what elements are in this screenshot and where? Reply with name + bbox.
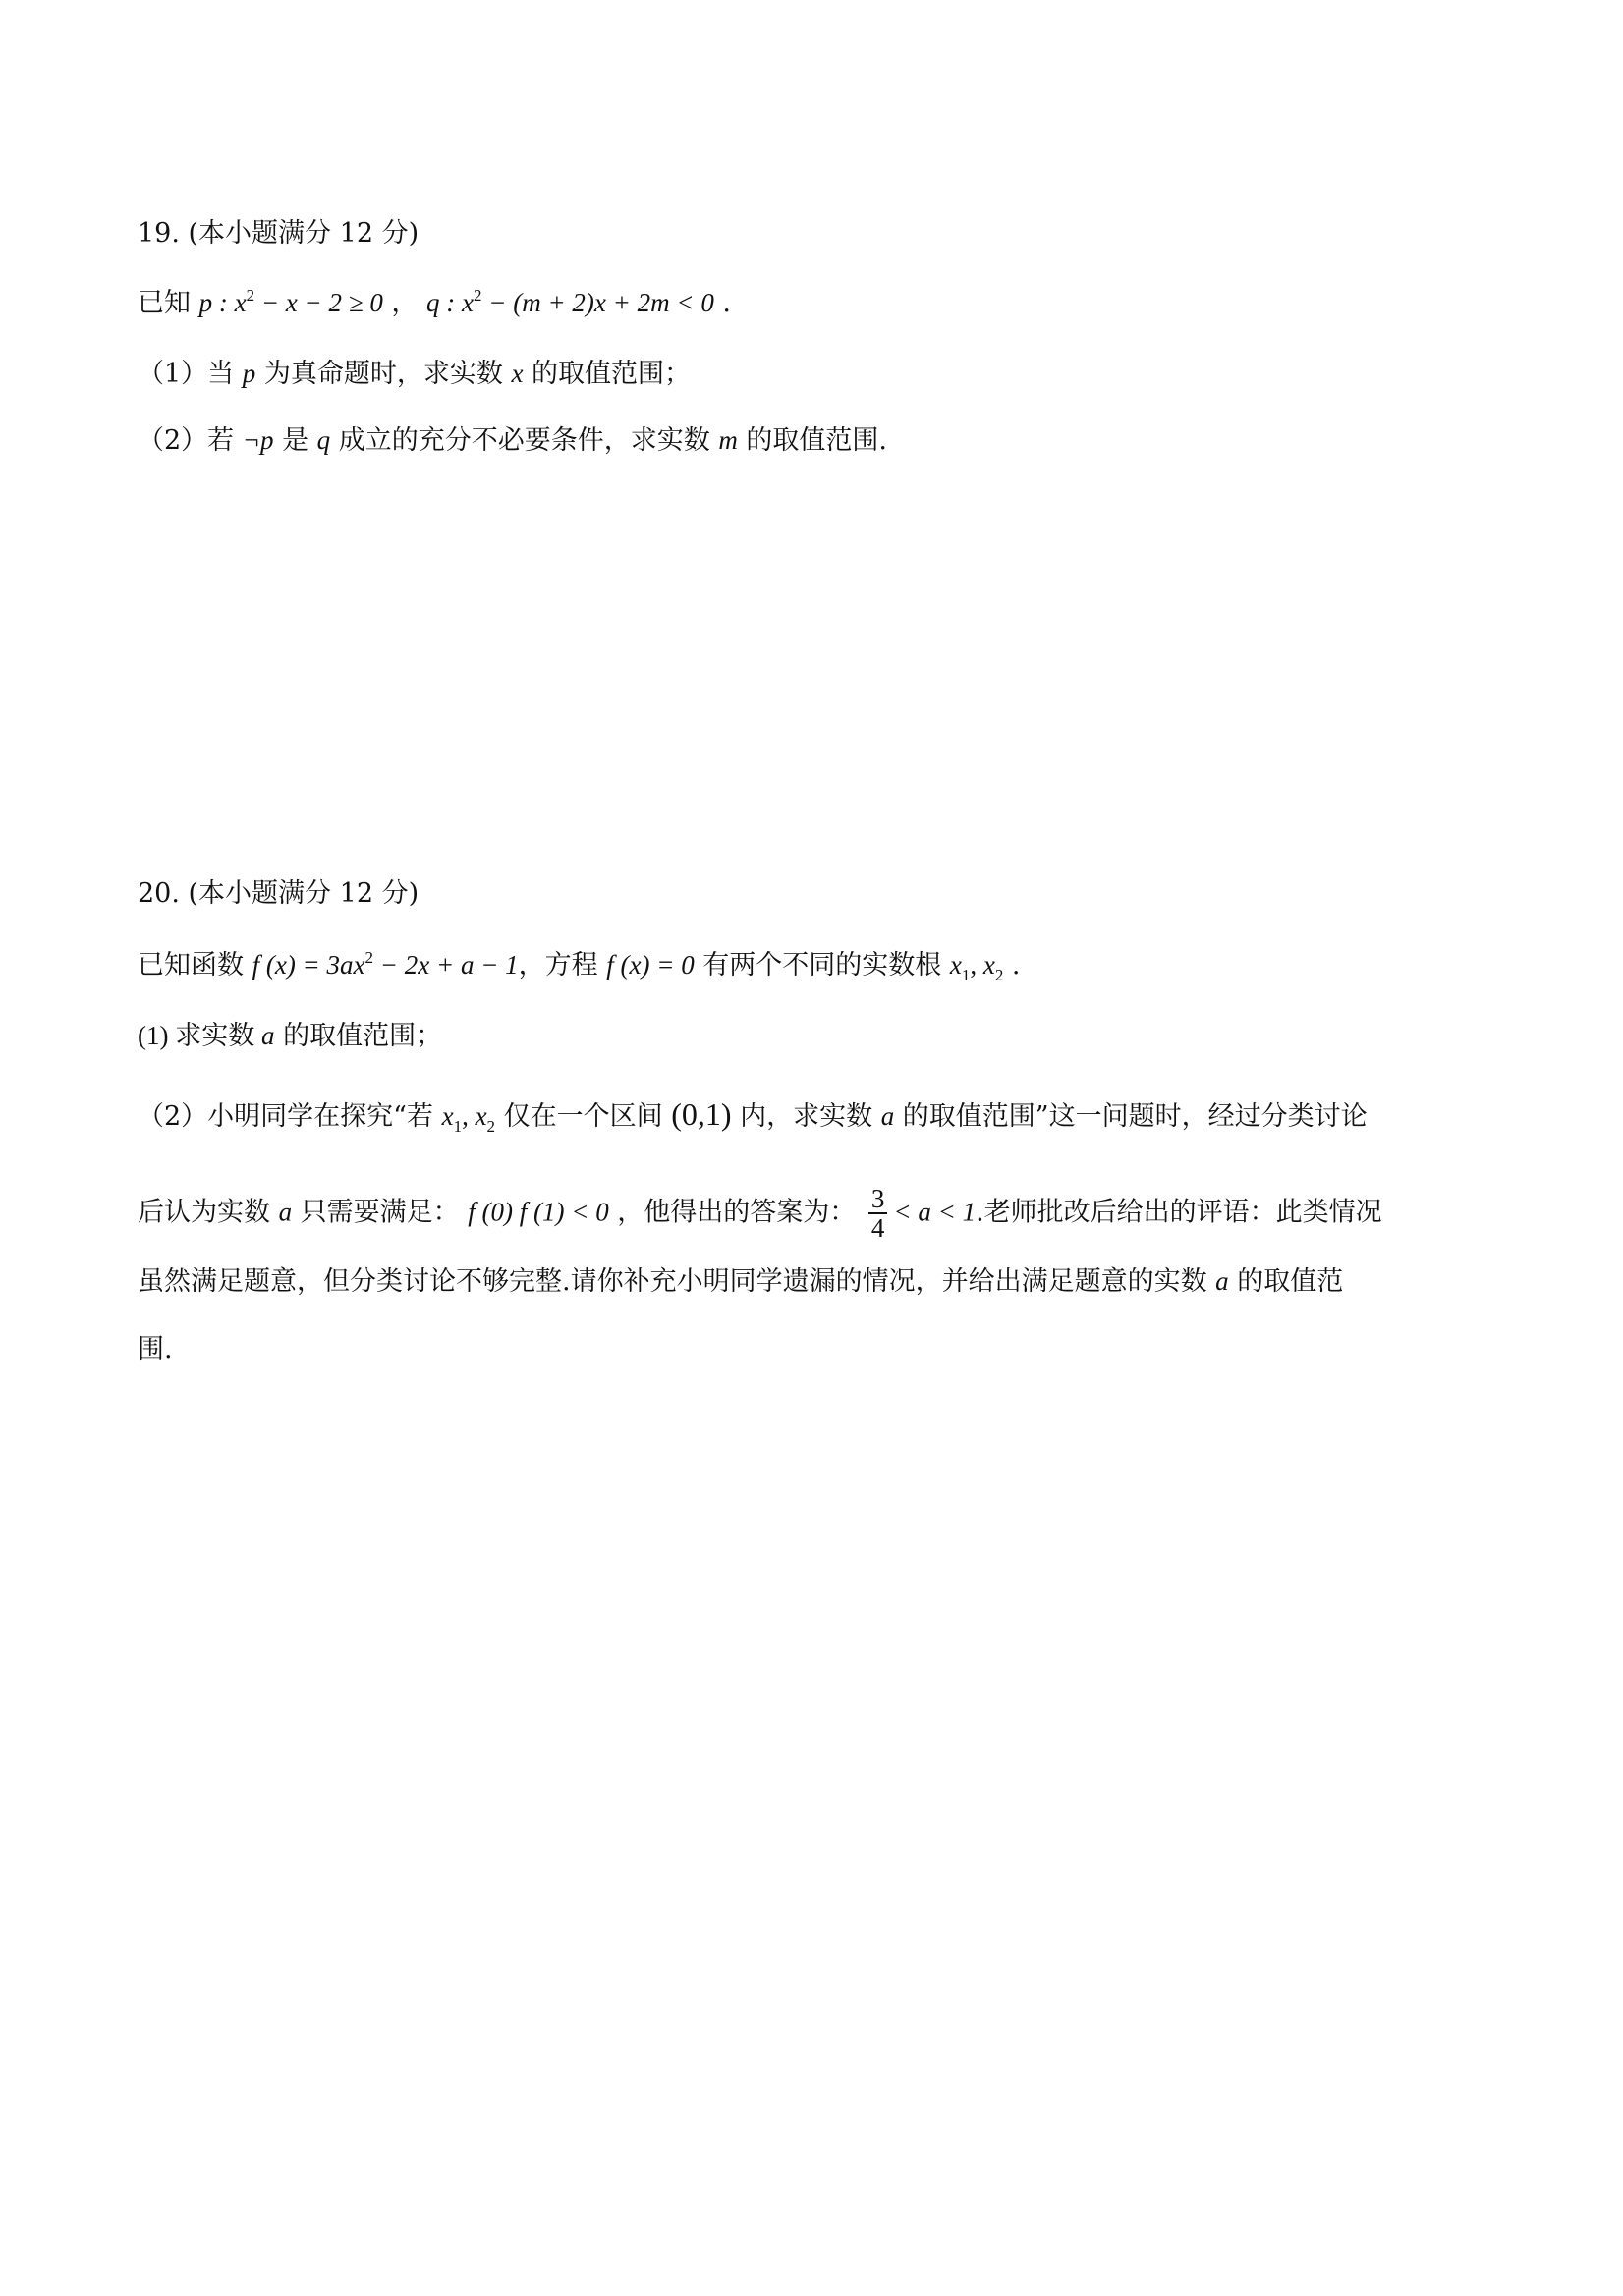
q19-stem-prefix: 已知: [138, 288, 199, 318]
q20-part2-l1-d: 的取值范围”这一问题时，经过分类讨论: [894, 1101, 1368, 1132]
q20-part2-l2-ineq: < a < 1: [893, 1197, 977, 1227]
q20-heading: 20. (本小题满分 12 分): [138, 878, 420, 909]
q19-part2-q: q: [316, 425, 331, 455]
q19-part2-a: （2）若: [138, 425, 243, 456]
q19-part1-c: 的取值范围；: [523, 359, 692, 389]
q19-part2-d: 的取值范围.: [737, 425, 888, 456]
q20-part2-l1-x2: x: [475, 1101, 487, 1131]
q20-fraction: [868, 1185, 888, 1242]
q20-part2-l1-c: 内，求实数: [731, 1101, 881, 1132]
q20-part2-l3-b: 的取值范: [1228, 1266, 1344, 1297]
q20-frac-num: 3: [868, 1185, 888, 1214]
q20-part2-line1: [138, 1094, 1368, 1137]
q20-stem-a: 已知函数: [138, 950, 252, 980]
q20-part2-l2-var: a: [278, 1197, 293, 1227]
q19-sep: ，: [382, 288, 426, 318]
q20-stem-c: 有两个不同的实数根: [694, 950, 950, 980]
q20-part2-l2-c: ，他得出的答案为：: [608, 1197, 865, 1228]
q20-part2-l1-comma: ,: [462, 1101, 476, 1131]
q20-part2-l1-b: 仅在一个区间: [495, 1101, 672, 1132]
q20-part2-line2: [138, 1185, 1382, 1242]
q19-heading: 19. (本小题满分 12 分): [138, 218, 420, 249]
q20-f-def-a: f (x) = 3ax: [252, 950, 365, 980]
q20-part2-l2-b: 只需要满足：: [292, 1197, 469, 1228]
q20-eq: f (x) = 0: [606, 950, 695, 980]
q19-part2-b: 是: [273, 425, 317, 456]
q20-x1-sub: 1: [961, 966, 971, 984]
q20-f-def-b: − 2x + a − 1: [373, 950, 519, 980]
q20-comma: ,: [970, 950, 983, 980]
q20-part2-l2-a: 后认为实数: [138, 1197, 279, 1228]
q20-part2-l1-interval: (0,1): [671, 1096, 732, 1132]
q20-part2-l1-x2sub: 2: [486, 1117, 496, 1136]
q20-part2-l1-a: （2）小明同学在探究“若: [138, 1101, 442, 1132]
q19-part2-c: 成立的充分不必要条件，求实数: [330, 425, 719, 456]
q20-part2-l2-cond: f (0) f (1) < 0: [468, 1197, 609, 1227]
q20-part1-var: a: [260, 1021, 275, 1050]
q19-part1: [138, 354, 691, 394]
q20-part2-l1-x1: x: [441, 1101, 454, 1131]
q20-part1-a: (1) 求实数: [138, 1021, 261, 1050]
q20-part2-l1-var: a: [880, 1101, 895, 1131]
q19-part1-b: 为真命题时，求实数: [255, 359, 512, 389]
q20-part1-b: 的取值范围；: [274, 1021, 443, 1051]
q19-stem: [138, 283, 731, 323]
q19-q-expr-b: − (m + 2)x + 2m < 0: [481, 288, 714, 317]
q19-part1-a: （1）当: [138, 359, 243, 389]
q19-q-expr-a: : x: [439, 288, 474, 317]
q19-stem-end: .: [713, 288, 731, 318]
q19-p-label: p: [198, 288, 213, 317]
q19-part1-p: p: [242, 359, 256, 388]
q20-f-def-exp: 2: [364, 948, 374, 967]
q19-q-exp: 2: [473, 286, 482, 305]
q20-part2-l3-var: a: [1215, 1266, 1229, 1296]
q20-stem-b: ，方程: [518, 950, 607, 980]
q20-x2: x: [982, 950, 995, 980]
q19-q-label: q: [426, 288, 440, 317]
q19-part2: [138, 420, 887, 461]
q19-p-expr-a: : x: [212, 288, 247, 317]
q19-part1-x: x: [511, 359, 524, 388]
q19-part2-notp: ¬p: [242, 425, 274, 455]
q20-stem: [138, 945, 1021, 985]
q20-x1: x: [949, 950, 962, 980]
q19-part2-m: m: [718, 425, 738, 455]
q19-p-exp: 2: [246, 286, 255, 305]
q20-stem-end: .: [1003, 950, 1021, 980]
q20-frac-den: 4: [870, 1213, 885, 1243]
q20-x2-sub: 2: [994, 966, 1004, 984]
q20-part2-line3: [138, 1261, 1343, 1302]
q20-part2-l3-a: 虽然满足题意，但分类讨论不够完整.请你补充小明同学遗漏的情况，并给出满足题意的实数: [138, 1266, 1216, 1297]
q20-part2-l2-d: .老师批改后给出的评语：此类情况: [976, 1197, 1382, 1228]
q20-part1: [138, 1016, 442, 1056]
q20-part2-line4: 围.: [138, 1334, 173, 1365]
q20-part2-l1-x1sub: 1: [453, 1117, 463, 1136]
q19-p-expr-b: − x − 2 ≥ 0: [254, 288, 383, 317]
